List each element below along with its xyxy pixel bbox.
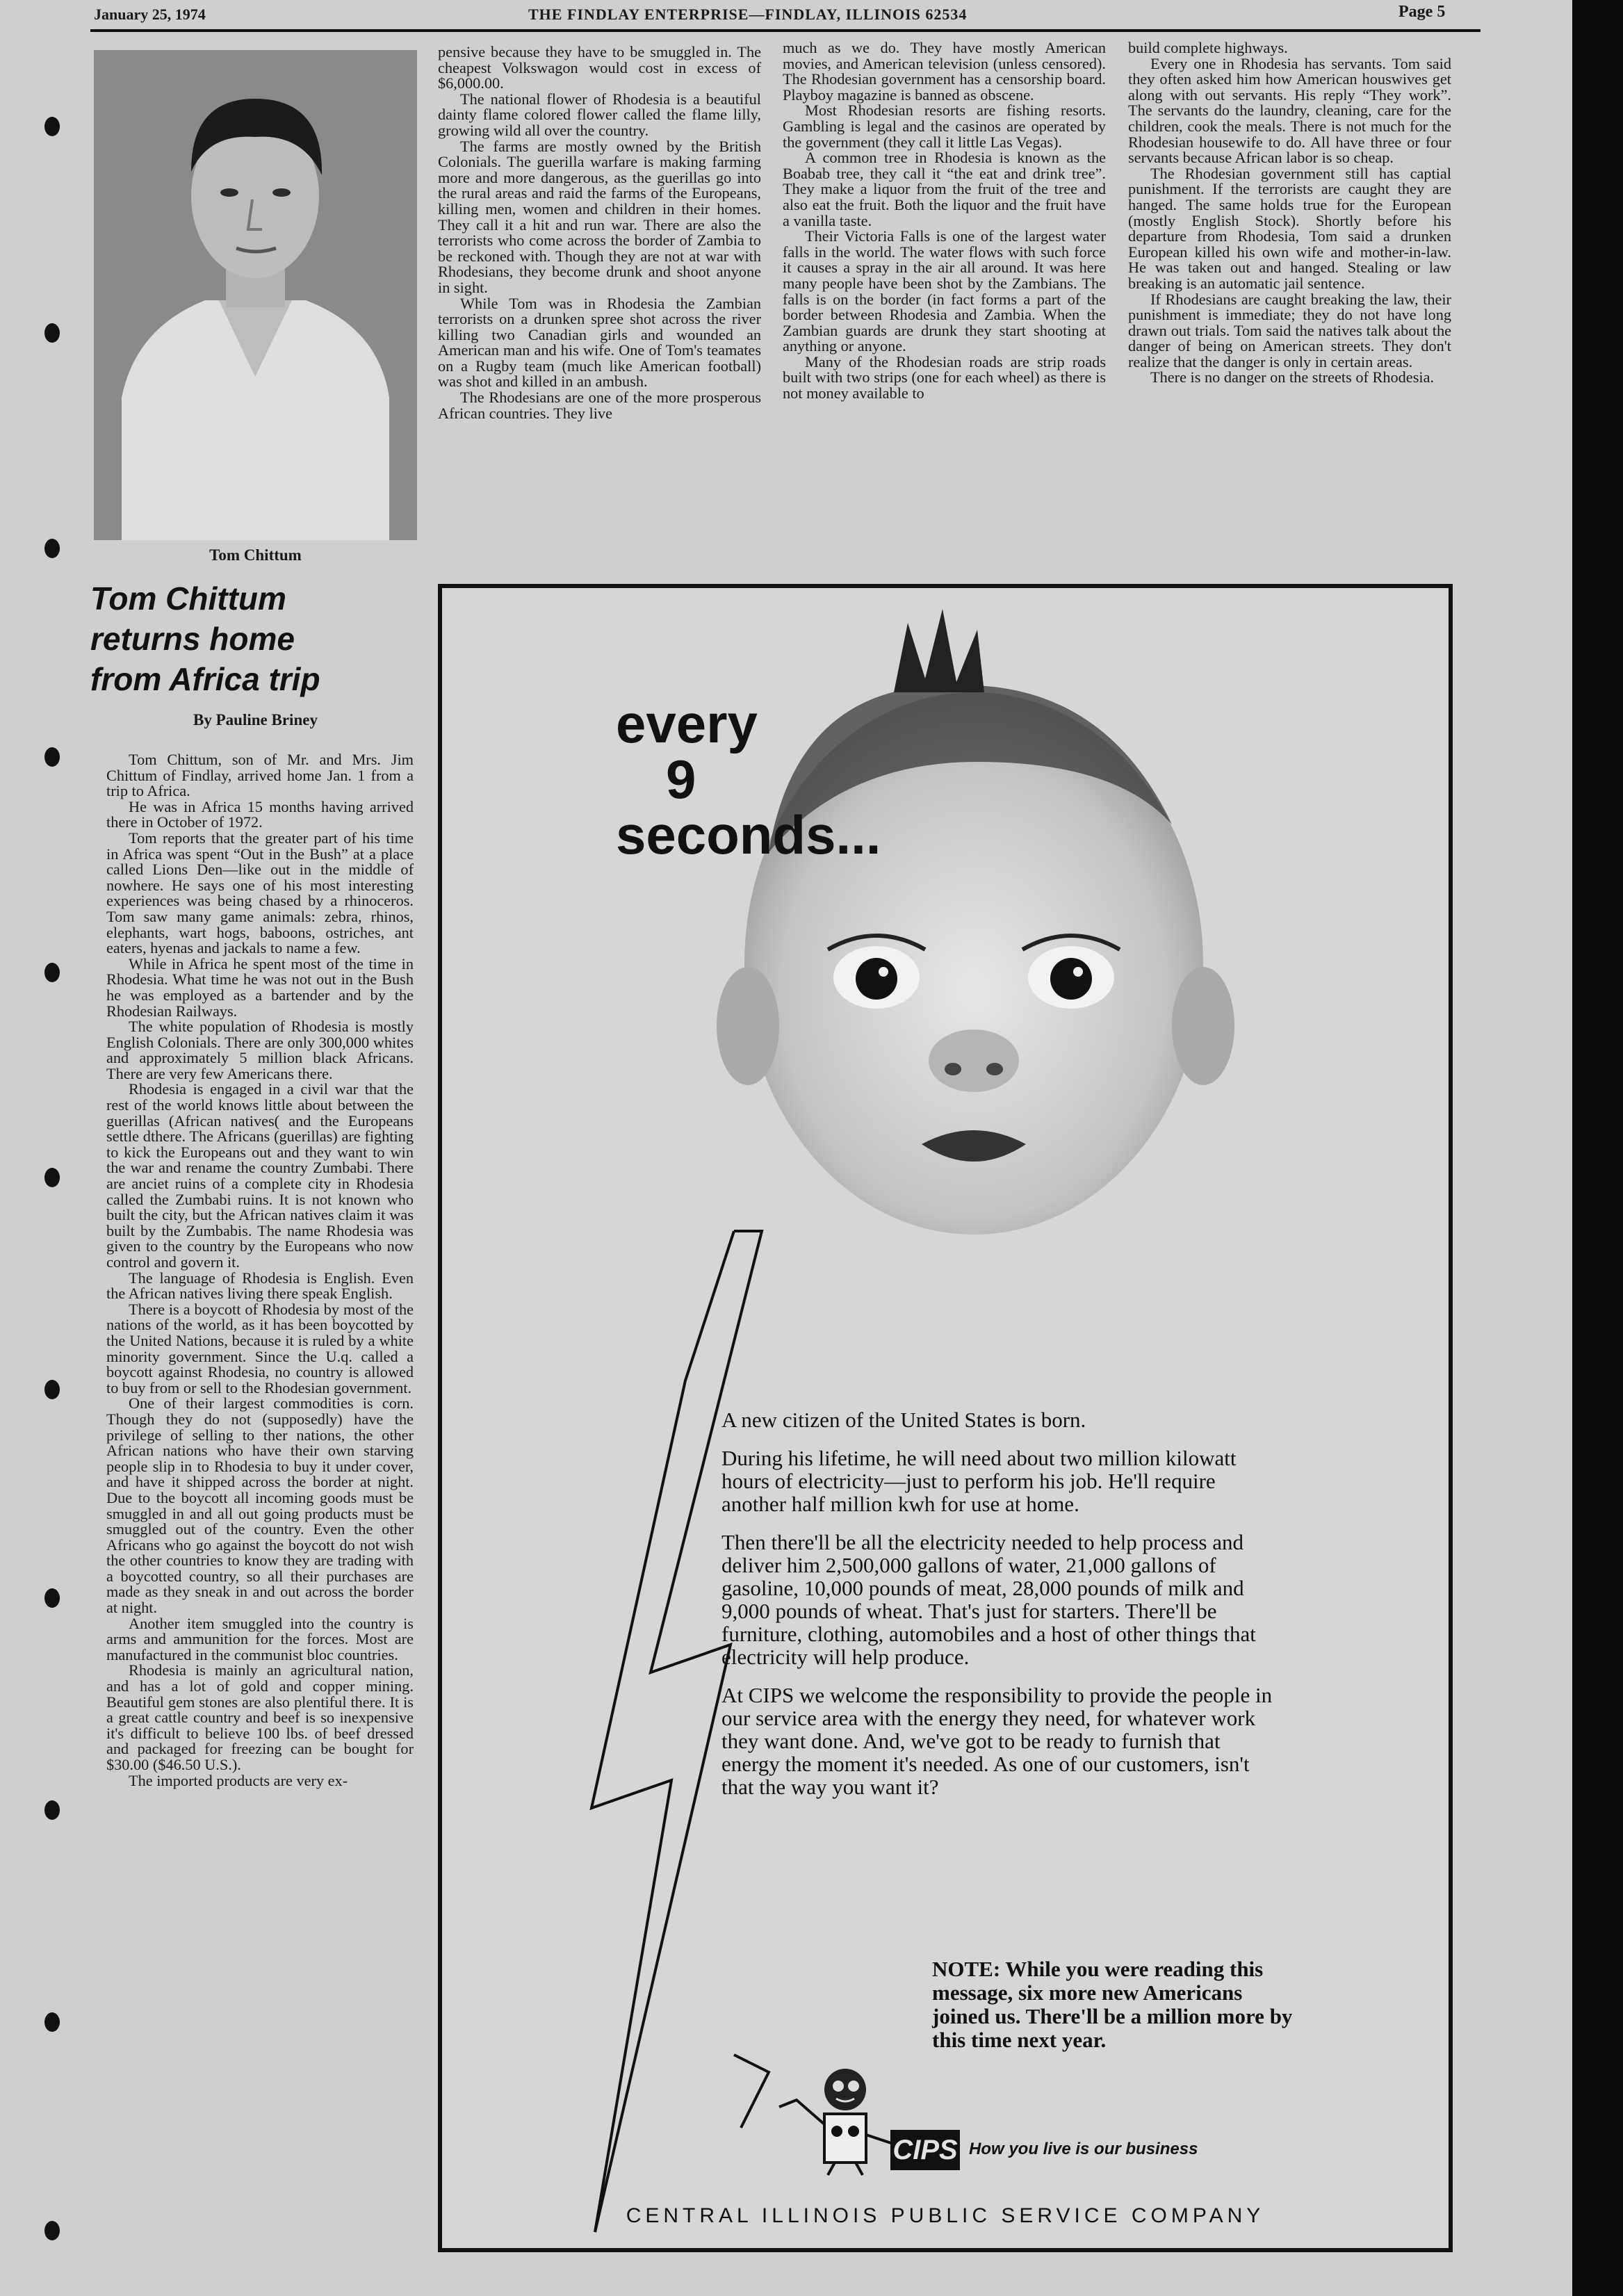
cips-slogan: How you live is our business xyxy=(969,2140,1198,2158)
article-paragraph: Tom Chittum, son of Mr. and Mrs. Jim Chittum of Findlay, arrived home Jan. 1 from a trip to Africa. xyxy=(106,751,414,800)
headline-line: returns home xyxy=(90,621,295,657)
binder-hole xyxy=(44,1588,60,1608)
byline: By Pauline Briney xyxy=(193,711,318,728)
article-paragraph: If Rhodesians are caught breaking the law, their punishment is immediate; they do not have long drawn out trials. Tom said the natives talk about the danger of being on American streets. They don't realize that the danger is only in certain areas. xyxy=(1128,290,1451,371)
article-paragraph: The imported products are very ex- xyxy=(129,1771,348,1789)
binder-hole xyxy=(44,539,60,558)
ad-paragraph: A new citizen of the United States is born. xyxy=(721,1408,1086,1432)
article-column-4 xyxy=(1128,40,1451,386)
article-paragraph: Rhodesia is mainly an agricultural nation, and has a lot of gold and copper mining. Beautiful gem stones are also plentiful there. It is a great cattle country and beef is so inexpensive it's difficult to believe 100 lbs. of beef dressed and packaged for freezing can be bought for $30.00 ($46.50 U.S.). xyxy=(106,1661,414,1773)
binder-hole xyxy=(44,1800,60,1820)
article-paragraph: Every one in Rhodesia has servants. Tom said they often asked him how American houswives get along with out servants. His reply “They work”. The servants do the laundry, cleaning, care for the children, cook the meals. There is not much for the Rhodesian housewife to do. All have three or four servants because African labor is so cheap. xyxy=(1128,54,1451,167)
binder-hole xyxy=(44,963,60,982)
binder-hole xyxy=(44,323,60,343)
cips-advertisement xyxy=(438,584,1453,2252)
ad-headline-line: every xyxy=(616,693,758,754)
masthead: THE FINDLAY ENTERPRISE—FINDLAY, ILLINOIS 62534 xyxy=(528,6,968,23)
header-rule xyxy=(90,29,1481,32)
ad-note: NOTE: While you were reading this message, six more new Americans joined us. There'll be a million more by this time next year. xyxy=(932,1957,1293,2052)
article-paragraph: much as we do. They have mostly American movies, and American television (unless censored). The Rhodesian government has a censorship board. Playboy magazine is banned as obscene. xyxy=(783,39,1106,104)
ad-paragraph: At CIPS we welcome the responsibility to provide the people in our service area with the energy they need, for whatever work they want done. And, we've got to be ready to furnish that energy the moment it's needed. As one of our customers, isn't that the way you want it? xyxy=(721,1683,1273,1799)
portrait-photo xyxy=(94,50,417,540)
article-paragraph: pensive because they have to be smuggled in. The cheapest Volkswagon would cost in excess of $6,000.00. xyxy=(438,43,761,92)
binder-hole xyxy=(44,747,60,767)
portrait-illustration xyxy=(94,50,417,540)
binder-edge xyxy=(1572,0,1623,2296)
article-column-2 xyxy=(438,44,761,421)
cips-logo: CIPS xyxy=(890,2130,960,2170)
article-paragraph: build complete highways. xyxy=(1128,39,1288,56)
binder-hole xyxy=(44,117,60,136)
article-paragraph: One of their largest commodities is corn. Though they do not (supposedly) have the privilege of selling to ther nations, the other African nations who have their own starving people slip in to Rhodesia to buy it under cover, and have it shipped across the border at night. Due to the boycott all incoming goods must be smuggled in and all out going products must be smuggled out of the country. Even the other Africans who go against the boycott do not wish the other countries to know they are trading with a boycotted country, so all their purchases are made as they sneak in and out across the border at night. xyxy=(106,1394,414,1617)
binder-hole xyxy=(44,2221,60,2240)
article-paragraph: Most Rhodesian resorts are fishing resorts. Gambling is legal and the casinos are operated by the government (they call it little Las Vegas). xyxy=(783,101,1106,151)
article-paragraph: The farms are mostly owned by the British Colonials. The guerilla warfare is making farming more and more dangerous, as the guerillas go into the rural areas and raid the farms of the Europeans, killing men, women and children in their homes. They call it a hit and run war. There are also the terrorists who come across the border of Zambia to be reckoned with. Though they are not at war with Rhodesians, they become drunk and shoot anyone in sight. xyxy=(438,137,761,296)
article-headline xyxy=(90,578,424,699)
binder-hole xyxy=(44,2012,60,2032)
article-paragraph: The Rhodesians are one of the more prosperous African countries. They live xyxy=(438,389,761,422)
article-paragraph: There is a boycott of Rhodesia by most of the nations of the world, as it has been boycotted by the United Nations, because it is ruled by a white minority government. Since the U.q. called a boycott against Rhodesia, no country is allowed to buy from or sell to the Rhodesian government. xyxy=(106,1300,414,1397)
article-paragraph: While Tom was in Rhodesia the Zambian terrorists on a drunken spree shot across the river killing two Canadian girls and wounded an American man and his wife. One of Tom's teamates on a Rugby team (much like American football) was shot and killed in an ambush. xyxy=(438,294,761,391)
article-paragraph: While in Africa he spent most of the time in Rhodesia. What time he was not out in the Bush he was employed as a bartender and by the Rhodesian Railways. xyxy=(106,954,414,1020)
ad-company-name: CENTRAL ILLINOIS PUBLIC SERVICE COMPANY xyxy=(626,2204,1265,2227)
article-paragraph: A common tree in Rhodesia is known as the Boabab tree, they call it “the eat and drink tree”. They make a liquor from the fruit of the tree and also eat the fruit. Both the liquor and the fruit have a vanilla taste. xyxy=(783,149,1106,229)
article-paragraph: Tom reports that the greater part of his time in Africa was spent “Out in the Bush” at a place called Lions Den—like out in the middle of nowhere. He says one of his most interesting experiences was being chased by a rhinoceros. Tom saw many game animals: zebra, rhinos, elephants, wart hogs, baboons, ostriches, ant eaters, hyenas and jackals to name a few. xyxy=(106,829,414,957)
headline-line: from Africa trip xyxy=(90,661,320,697)
article-paragraph: There is no danger on the streets of Rhodesia. xyxy=(1150,368,1435,386)
article-paragraph: The language of Rhodesia is English. Even the African natives living there speak English. xyxy=(106,1269,414,1303)
issue-date: January 25, 1974 xyxy=(94,6,206,23)
article-column-1 xyxy=(106,752,414,1789)
article-paragraph: He was in Africa 15 months having arrived there in October of 1972. xyxy=(106,797,414,831)
article-paragraph: The Rhodesian government still has captial punishment. If the terrorists are caught they are hanged. The same holds true for the European (mostly English Stock). Shortly before his departure from Rhodesia, Tom said a drunken European killed his own wife and mother-in-law. He was taken out and hanged. Stealing or law breaking is an automatic jail sentence. xyxy=(1128,164,1451,292)
article-paragraph: Many of the Rhodesian roads are strip roads built with two strips (one for each wheel) as there is not money available to xyxy=(783,352,1106,402)
ad-paragraph: Then there'll be all the electricity needed to help process and deliver him 2,500,000 gallons of water, 21,000 gallons of gasoline, 10,000 pounds of meat, 28,000 pounds of milk and 9,000 pounds of wheat. That's just for starters. There'll be furniture, clothing, automobiles and a host of other things that electricity will help produce. xyxy=(721,1530,1256,1669)
article-column-3 xyxy=(783,40,1106,402)
ad-headline-line: seconds... xyxy=(616,804,881,865)
article-paragraph: The national flower of Rhodesia is a beautiful dainty flame colored flower called the flame lilly, growing wild all over the country. xyxy=(438,90,761,139)
headline-line: Tom Chittum xyxy=(90,580,286,617)
ad-paragraph: During his lifetime, he will need about two million kilowatt hours of electricity—just to perform his job. He'll require another half million kwh for use at home. xyxy=(721,1446,1237,1516)
article-paragraph: Rhodesia is engaged in a civil war that the rest of the world knows little about between the guerillas (African natives( and the Europeans settle dthere. The Africans (guerillas) are fighting to kick the Europeans out and they want to win the war and rename the country Zumbabi. There are anciet ruins of a complete city in Rhodesia called the Zumbabi ruins. It is not known who built the city, but the African natives claim it was built by the Zumbabis. The name Rhodesia was given to the country by the Europeans who now control and govern it. xyxy=(106,1080,414,1271)
ad-headline-line: 9 xyxy=(666,749,696,810)
article-paragraph: Another item smuggled into the country is arms and ammunition for the forces. Most are manufactured in the communist bloc countries. xyxy=(106,1614,414,1663)
article-paragraph: The white population of Rhodesia is mostly English Colonials. There are only 300,000 whites and approximately 5 million black Africans. There are very few Americans there. xyxy=(106,1018,414,1082)
ad-body-copy xyxy=(721,1408,1278,1814)
ad-headline xyxy=(616,693,881,865)
page-number: Page 5 xyxy=(1398,3,1446,21)
photo-caption: Tom Chittum xyxy=(209,546,302,564)
binder-hole xyxy=(44,1380,60,1399)
article-paragraph: Their Victoria Falls is one of the largest water falls in the world. The water flows with such force it causes a spray in the air all around. It was here many people have been shot by the Zambians. The falls is on the border (in fact forms a part of the border between Rhodesia and Zambia. When the Zambian guards are drunk they start shooting at anything or anyone. xyxy=(783,227,1106,355)
binder-hole xyxy=(44,1168,60,1187)
